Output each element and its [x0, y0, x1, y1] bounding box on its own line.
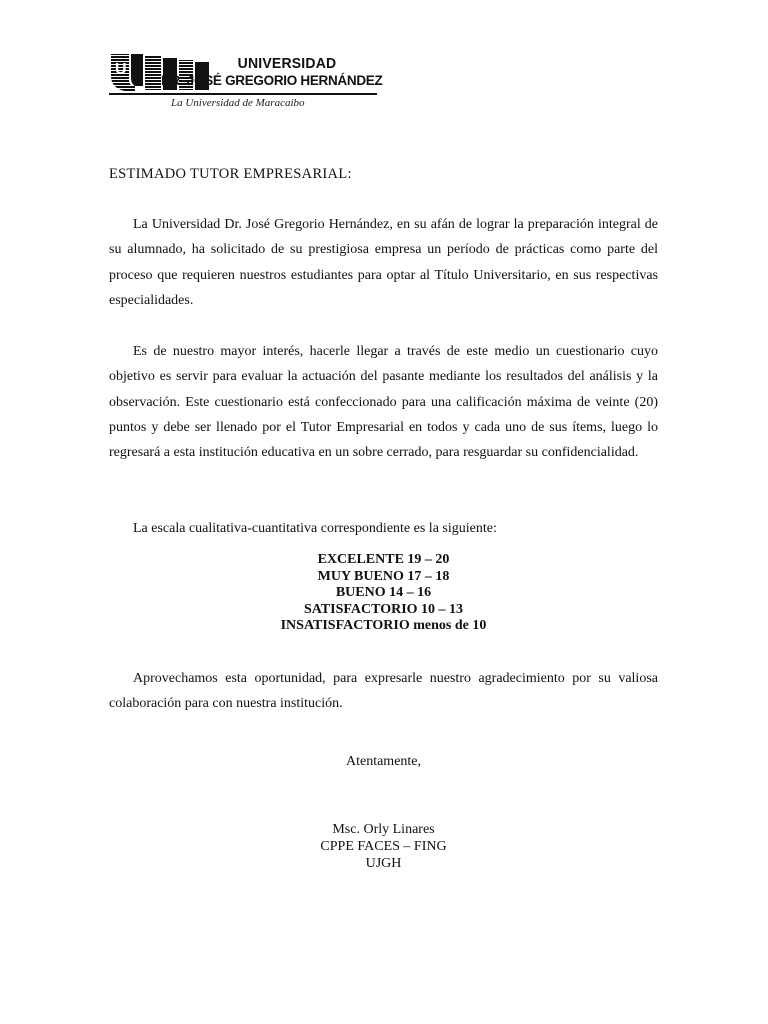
logo-university-name: DR. JOSÉ GREGORIO HERNÁNDEZ — [161, 73, 383, 88]
university-logo — [109, 50, 383, 116]
logo-divider — [109, 93, 377, 95]
svg-text:U: U — [115, 61, 127, 78]
scale-item: EXCELENTE 19 – 20 — [317, 552, 450, 567]
scale-item: SATISFACTORIO 10 – 13 — [303, 601, 464, 617]
salutation: ESTIMADO TUTOR EMPRESARIAL: — [109, 166, 352, 182]
paragraph-intro: La Universidad Dr. José Gregorio Hernández, en su afán de lograr la preparación integral de su alumnado, ha solicitado de su prestigiosa empresa un período de prácticas como parte del proceso que requieren nuestros estudiantes para optar al Título Universitario, en sus respectivas especialidades. — [109, 217, 658, 308]
signature-block — [109, 821, 658, 872]
scale-item: MUY BUENO 17 – 18 — [317, 568, 450, 584]
signature-organization: UJGH — [365, 856, 402, 871]
signature-name: Msc. Orly Linares — [332, 822, 435, 837]
scale-item: BUENO 14 – 16 — [335, 585, 432, 600]
signature-department: CPPE FACES – FING — [320, 839, 447, 854]
closing: Atentamente, — [345, 754, 422, 769]
logo-university-word: UNIVERSIDAD — [237, 54, 337, 72]
paragraph-thanks: Aprovechamos esta oportunidad, para expresarle nuestro agradecimiento por su valiosa colaboración para con nuestra institución. — [109, 671, 658, 712]
paragraph-questionnaire: Es de nuestro mayor interés, hacerle llegar a través de este medio un cuestionario cuyo objetivo es servir para evaluar la actuación del pasante mediante los resultados del análisis y la observación. Este cuestionario está confeccionado para una calificación máxima de veinte (20) puntos y debe ser llenado por el Tutor Empresarial en todos y cada uno de sus ítems, luego lo regresará a esta institución educativa en un sobre cerrado, para resguardar su confidencialidad. — [109, 344, 658, 461]
scale-item: INSATISFACTORIO menos de 10 — [280, 618, 487, 633]
paragraph-scale-intro: La escala cualitativa-cuantitativa correspondiente es la siguiente: — [133, 521, 497, 536]
logo-tagline: La Universidad de Maracaibo — [171, 97, 305, 109]
grading-scale — [109, 552, 658, 635]
